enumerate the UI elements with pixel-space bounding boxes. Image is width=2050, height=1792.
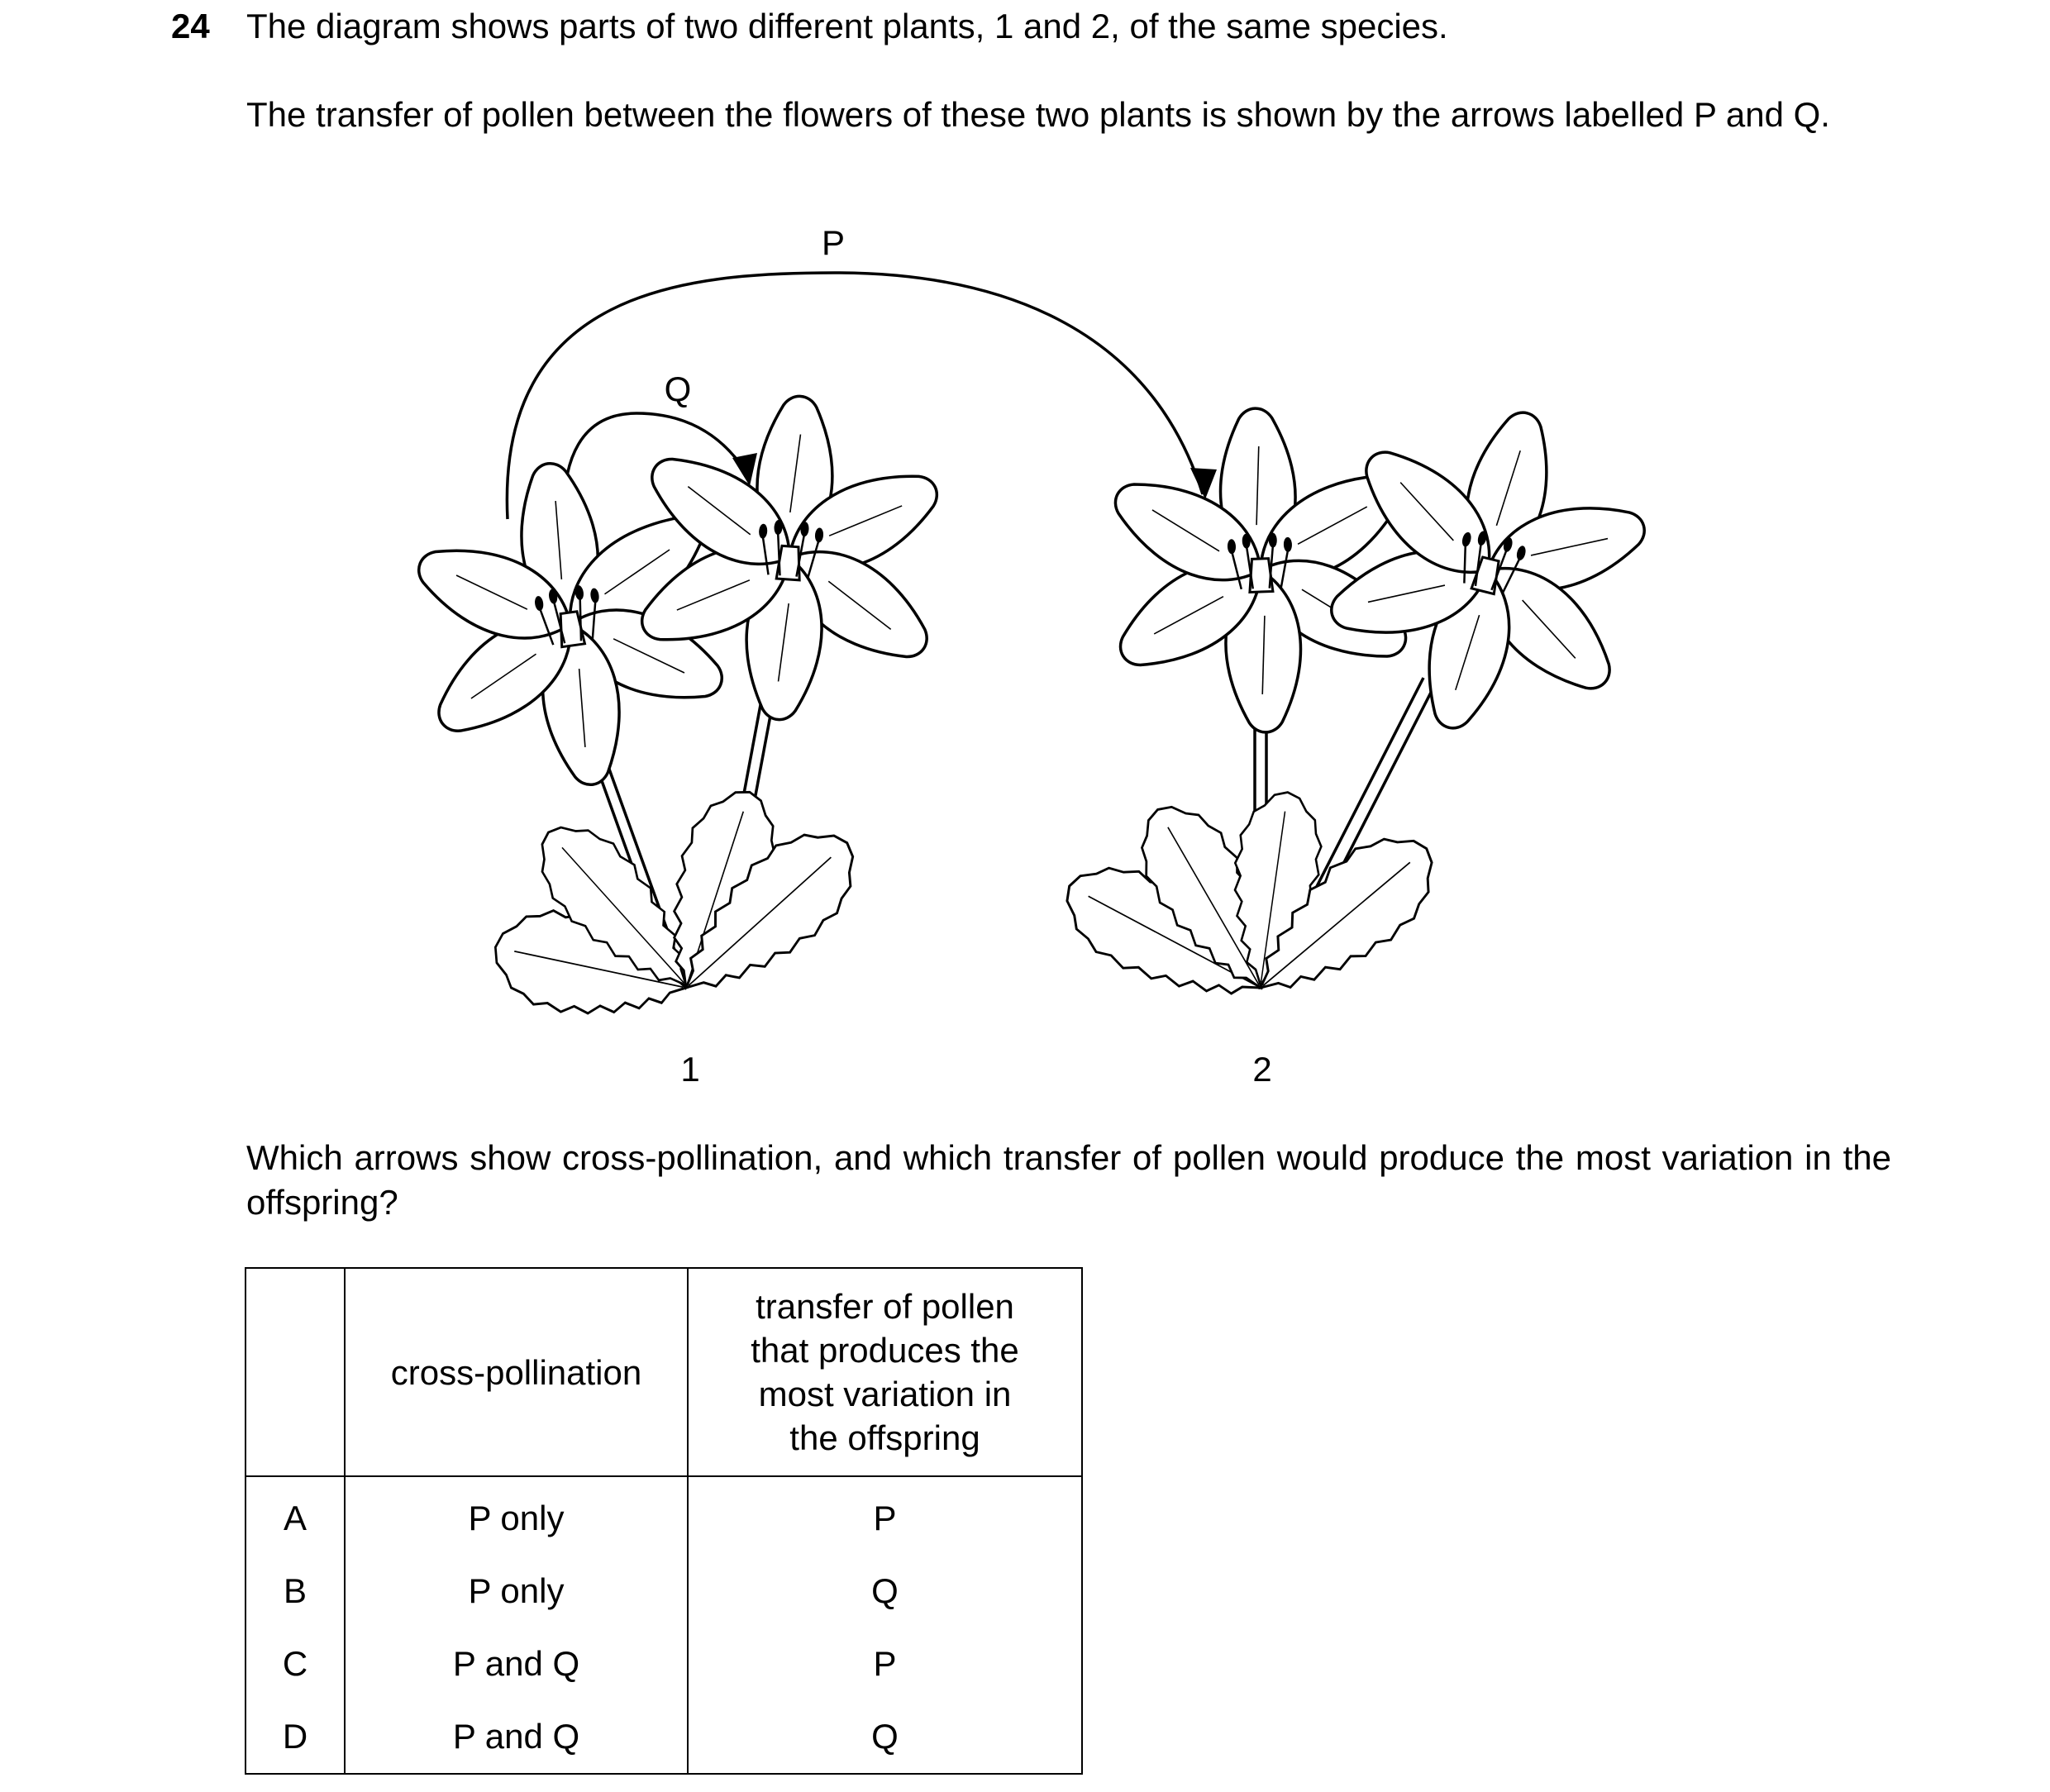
plant-2 bbox=[1047, 374, 1681, 1029]
question-transfer-text: The transfer of pollen between the flowers of these two plants is shown by the arrows labelled P and Q. bbox=[246, 95, 1830, 134]
arrow-q-label: Q bbox=[664, 369, 692, 408]
row-key: C bbox=[246, 1628, 345, 1700]
plant-1 bbox=[390, 385, 959, 1037]
row-key: B bbox=[246, 1555, 345, 1628]
header-variation-text: transfer of pollen that produces the most variation in the offspring bbox=[751, 1287, 1019, 1457]
question-prompt: Which arrows show cross-pollination, and which transfer of pollen would produce the most variation in the offspring? bbox=[246, 1138, 1891, 1222]
row-variation: P bbox=[688, 1628, 1082, 1700]
question-intro: The diagram shows parts of two different plants, 1 and 2, of the same species. bbox=[246, 7, 1448, 45]
row-variation: Q bbox=[688, 1700, 1082, 1774]
table-row bbox=[246, 1476, 1082, 1555]
question-number: 24 bbox=[171, 7, 210, 45]
row-cross: P and Q bbox=[345, 1628, 688, 1700]
table-row bbox=[246, 1700, 1082, 1774]
arrow-p-label: P bbox=[821, 223, 846, 262]
row-cross: P only bbox=[345, 1555, 688, 1628]
plant-1-label: 1 bbox=[680, 1050, 700, 1089]
answer-table bbox=[245, 1267, 1083, 1775]
arrow-p bbox=[507, 273, 1203, 519]
header-key bbox=[246, 1268, 345, 1476]
table-header-row bbox=[246, 1268, 1082, 1476]
plant-2-label: 2 bbox=[1252, 1050, 1272, 1089]
row-key: D bbox=[246, 1700, 345, 1774]
table-row bbox=[246, 1555, 1082, 1628]
header-variation bbox=[688, 1268, 1082, 1476]
row-cross: P only bbox=[345, 1476, 688, 1555]
row-key: A bbox=[246, 1476, 345, 1555]
table-row bbox=[246, 1628, 1082, 1700]
row-variation: Q bbox=[688, 1555, 1082, 1628]
header-cross-pollination: cross-pollination bbox=[345, 1268, 688, 1476]
row-variation: P bbox=[688, 1476, 1082, 1555]
row-cross: P and Q bbox=[345, 1700, 688, 1774]
